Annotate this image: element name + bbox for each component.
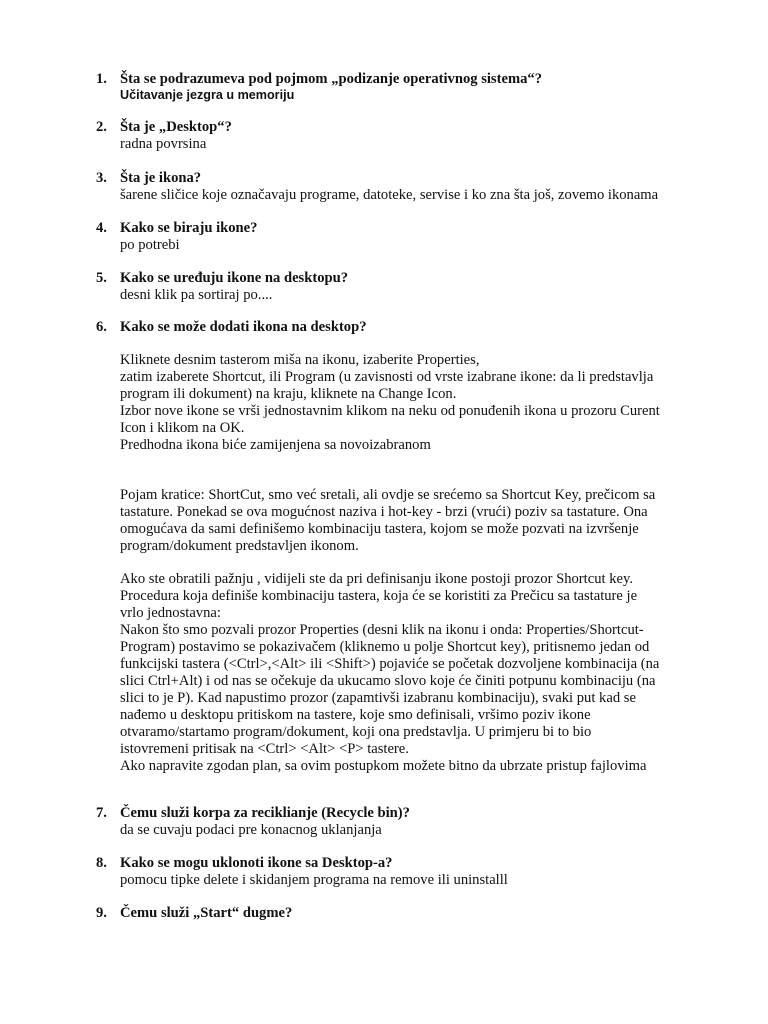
question-number: 4. [96, 220, 107, 236]
answer-text: radna povrsina [120, 136, 207, 152]
question-number: 2. [96, 119, 107, 135]
answer-text: Učitavanje jezgra u memoriju [120, 88, 295, 102]
text-line: zatim izaberete Shortcut, ili Program (u zavisnosti od vrste izabrane ikone: da li predstavlja [120, 369, 654, 385]
text-line: Predhodna ikona biće zamijenjena sa novoizabranom [120, 437, 431, 453]
question-4 [96, 220, 716, 254]
question-text: Kako se uređuju ikone na desktopu? [120, 270, 349, 286]
text-line: Ako napravite zgodan plan, sa ovim postupkom možete bitno da ubrzate pristup fajlovima [120, 758, 647, 774]
text-line: tastature. Ponekad se ova mogućnost naziva i hot-key - brzi (vrući) poziv sa tastature. Ona [120, 504, 648, 520]
question-number: 8. [96, 855, 107, 871]
question-number: 1. [96, 71, 107, 87]
text-line: Pojam kratice: ShortCut, smo već sretali, ali ovdje se srećemo sa Shortcut Key, prečicom sa [120, 487, 656, 503]
question-number: 5. [96, 270, 107, 286]
question-number: 6. [96, 319, 107, 335]
question-9 [96, 905, 716, 922]
text-line: otvaramo/startamo program/dokument, koji ona predstavlja. U primjeru bi to bio [120, 724, 592, 740]
question-number: 7. [96, 805, 107, 821]
question-6 [96, 319, 716, 336]
question-text: Čemu služi „Start“ dugme? [120, 905, 293, 921]
text-line: Procedura koja definiše kombinaciju tastera, koja će se koristiti za Prečicu sa tastature je [120, 588, 638, 604]
text-line: nađemo u desktopu pritiskom na tastere, koje smo definisali, vršimo poziv ikone [120, 707, 591, 723]
answer-text: pomocu tipke delete i skidanjem programa na remove ili uninstalll [120, 872, 508, 888]
question-number: 3. [96, 170, 107, 186]
question-text: Kako se biraju ikone? [120, 220, 258, 236]
question-text: Kako se mogu uklonoti ikone sa Desktop-a? [120, 855, 393, 871]
text-line: slici Ctrl+Alt) i od nas se očekuje da ukucamo slovo koje će činiti potpunu kombinaciju (na [120, 673, 656, 689]
text-line: slici to je P). Kad napustimo prozor (zapamtivši izabranu kombinaciju), svaki put kad se [120, 690, 636, 706]
answer-text: po potrebi [120, 237, 180, 253]
question-5 [96, 270, 716, 304]
text-line: omogućava da sami definišemo kombinaciju tastera, kojom se može pozvati na izvršenje [120, 521, 639, 537]
q6-paragraph-3 [120, 571, 730, 775]
question-2 [96, 119, 716, 153]
answer-text: da se cuvaju podaci pre konacnog uklanjanja [120, 822, 382, 838]
question-1 [96, 71, 716, 103]
question-text: Šta je „Desktop“? [120, 119, 232, 135]
question-number: 9. [96, 905, 107, 921]
question-8 [96, 855, 716, 889]
question-3 [96, 170, 716, 204]
text-line: istovremeni pritisak na <Ctrl> <Alt> <P> tastere. [120, 741, 409, 757]
text-line: Icon i klikom na OK. [120, 420, 245, 436]
text-line: program ili dokument) na kraju, kliknete na Change Icon. [120, 386, 457, 402]
question-7 [96, 805, 716, 839]
question-text: Šta se podrazumeva pod pojmom „podizanje operativnog sistema“? [120, 71, 543, 87]
question-text: Čemu služi korpa za reciklianje (Recycle bin)? [120, 805, 410, 821]
q6-paragraph-1 [120, 352, 730, 454]
text-line: Nakon što smo pozvali prozor Properties (desni klik na ikonu i onda: Properties/Shortcut- [120, 622, 644, 638]
text-line: program/dokument predstavljen ikonom. [120, 538, 359, 554]
answer-text: šarene sličice koje označavaju programe, datoteke, servise i ko zna šta još, zovemo ikonama [120, 187, 659, 203]
text-line: vrlo jednostavna: [120, 605, 221, 621]
text-line: Kliknete desnim tasterom miša na ikonu, izaberite Properties, [120, 352, 480, 368]
question-text: Kako se može dodati ikona na desktop? [120, 319, 367, 335]
answer-text: desni klik pa sortiraj po.... [120, 287, 273, 303]
question-text: Šta je ikona? [120, 170, 202, 186]
text-line: Izbor nove ikone se vrši jednostavnim klikom na neku od ponuđenih ikona u prozoru Curent [120, 403, 660, 419]
text-line: Ako ste obratili pažnju , vidijeli ste da pri definisanju ikone postoji prozor Shortcut key. [120, 571, 633, 587]
text-line: funkcijski tastera (<Ctrl>,<Alt> ili <Shift>) pojaviće se početak dozvoljene kombinacija (na [120, 656, 660, 672]
q6-paragraph-2 [120, 487, 730, 555]
text-line: Program) postavimo se pokazivačem (kliknemo u polje Shortcut key), pritisnemo jedan od [120, 639, 650, 655]
